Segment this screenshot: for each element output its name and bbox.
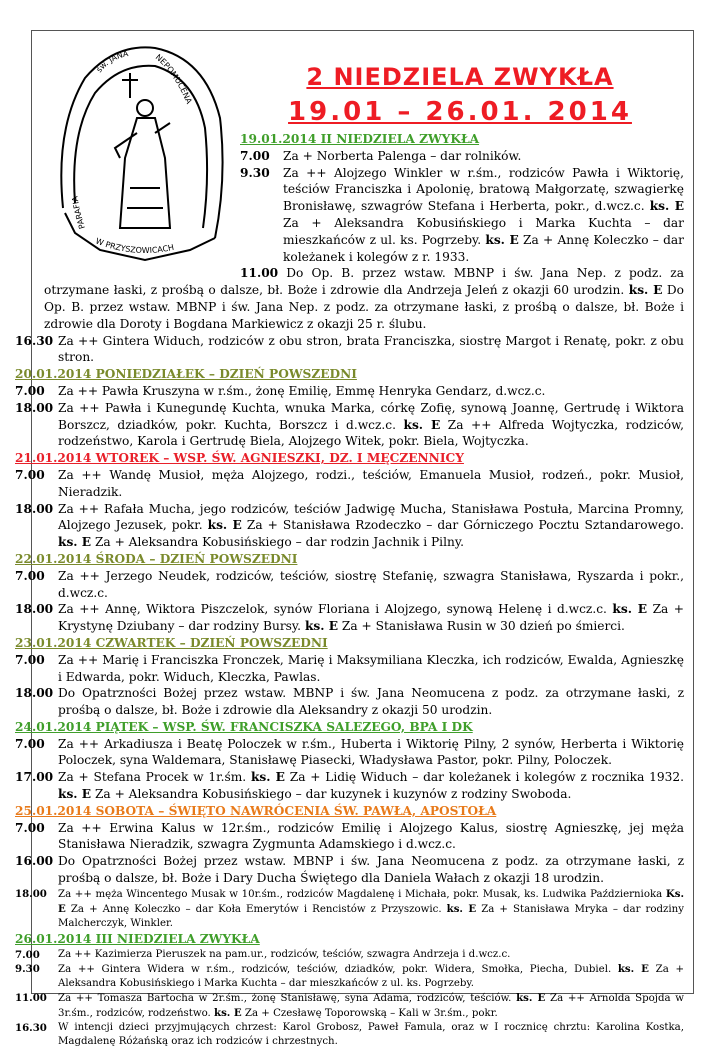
day-header-sunday-26: 26.01.2014 III NIEDZIELA ZWYKŁA (15, 931, 260, 946)
mass-time: 18.00 (15, 887, 47, 900)
page-title: 2 NIEDZIELA ZWYKŁA (306, 63, 614, 91)
mass-intention: Za ++ Pawła i Kunegundę Kuchta, wnuka Marka, córkę Zofię, synową Joannę, Gertrudę i Wiktora Borszcz, dziadków, pokr. Kuchta, Borszcz i d.wcz.c. ks. E Za ++ Alfreda Wojtyczka, rodziców, rodzeństwo, Karola i Gertrudę Biela, Alojzego Witek, pokr. Biela, Wojtyczka. (58, 400, 684, 449)
mass-intention: Za ++ Jerzego Neudek, rodziców, teściów, siostrę Stefanię, szwagra Stanisława, Ryszarda i pokr., d.wcz.c. (58, 568, 684, 600)
mass-intention: Za ++ Gintera Widuch, rodziców z obu stron, brata Franciszka, siostrę Margot i Renatę, pokr. z obu stron. (58, 333, 684, 365)
day-header-wednesday: 22.01.2014 ŚRODA – DZIEŃ POWSZEDNI (15, 551, 298, 566)
logo-text-bottom: W PRZYSZOWICACH (94, 236, 175, 256)
mass-intention: Za ++ Rafała Mucha, jego rodziców, teściów Jadwigę Mucha, Stanisława Postuła, Marcina Promny, Alojzego Jezusek, pokr. ks. E Za + Stanisława Rzodeczko – dar Górniczego Pocztu Sztandarowego. ks. E Za + Aleksandra Kobusińskiego – dar rodzin Jachnik i Pilny. (58, 501, 685, 550)
mass-intention: Za + Stefana Procek w 1r.śm. ks. E Za + Lidię Widuch – dar koleżanek i kolegów z rocznika 1932. ks. E Za + Aleksandra Kobusińskiego – dar kuzynek i kuzynów z rodziny Swoboda. (58, 770, 684, 802)
day-header-thursday: 23.01.2014 CZWARTEK – DZIEŃ POWSZEDNI (15, 635, 328, 650)
day-header-saturday: 25.01.2014 SOBOTA – ŚWIĘTO NAWRÓCENIA ŚW. PAWŁA, APOSTOŁA (15, 803, 497, 818)
logo-text-right: NEPOMUCENA (153, 52, 194, 106)
day-header-friday: 24.01.2014 PIĄTEK – WSP. ŚW. FRANCISZKA SALEZEGO, BPA I DK (15, 719, 473, 734)
mass-time: 16.00 (15, 854, 54, 869)
mass-time: 11.00 (15, 991, 47, 1004)
mass-intention: Za ++ Annę, Wiktora Piszczelok, synów Floriana i Alojzego, synową Helenę i d.wcz.c. ks. E Za + Krystynę Dziubany – dar rodziny Bursy. ks. E Za + Stanisława Rusin w 30 dzień po śmierci. (58, 602, 684, 634)
mass-intention: W intencji dzieci przyjmujących chrzest: Karol Grobosz, Paweł Famula, oraz w I rocznicę chrztu: Karolina Kostka, Magdalenę Różańską oraz ich rodziców i chrzestnych. (58, 1021, 684, 1047)
logo-text-left: PARAFIA (70, 195, 87, 231)
mass-time: 7.00 (15, 820, 45, 835)
mass-time: 18.00 (15, 686, 54, 701)
mass-time: 7.00 (15, 652, 45, 667)
mass-intention: Do Opatrzności Bożej przez wstaw. MBNP i św. Jana Neomucena z podz. za otrzymane łaski, z prośbą o dalsze, bł. Boże i zdrowie dla Aleksandry z okazji 50 urodzin. (58, 686, 684, 718)
mass-intention: Za + Norberta Palenga – dar rolników. (283, 148, 522, 163)
mass-time: 18.00 (15, 400, 54, 415)
day-header-sunday-19: 19.01.2014 II NIEDZIELA ZWYKŁA (240, 132, 480, 146)
mass-time: 7.00 (15, 948, 40, 961)
mass-time: 17.00 (15, 770, 54, 785)
mass-time: 7.00 (15, 467, 45, 482)
mass-intention: Do Opatrzności Bożej przez wstaw. MBNP i św. Jana Neomucena z podz. za otrzymane łaski, z prośbą o dalsze, bł. Boże i Dary Ducha Świętego dla Daniela Wałach z okazji 18 urodzin. (58, 854, 684, 886)
mass-intention: Za ++ Arkadiusza i Beatę Poloczek w r.śm., Huberta i Wiktorię Pilny, 2 synów, Herberta i Wiktorię Poloczek, syna Waldemara, Stanisławę Piasecki, Władysława Pastor, pokr. Pilny, Poloczek. (58, 736, 684, 768)
mass-time: 16.30 (15, 333, 54, 348)
mass-time: 9.30 (240, 165, 270, 180)
mass-intention: Za ++ Gintera Widera w r.śm., rodziców, teściów, dziadków, pokr. Widera, Smołka, Piecha, Dubiel. ks. E Za + Aleksandra Kobusińskiego i Marka Kuchta – dar mieszkańców z ul. ks. Pogrzeby. (58, 962, 684, 989)
day-header-monday: 20.01.2014 PONIEDZIAŁEK – DZIEŃ POWSZEDNI (15, 367, 357, 382)
mass-time: 16.30 (15, 1021, 47, 1034)
date-range-title: 19.01 – 26.01. 2014 (288, 97, 632, 127)
mass-time: 7.00 (15, 383, 45, 398)
mass-time: 18.00 (15, 501, 54, 516)
mass-time: 11.00 (240, 266, 279, 281)
mass-intention: Za ++ Kazimierza Pieruszek na pam.ur., rodziców, teściów, szwagra Andrzeja i d.wcz.c. (58, 948, 511, 960)
mass-time: 7.00 (15, 568, 45, 583)
mass-time: 9.30 (15, 962, 40, 975)
mass-intention: Za ++ Pawła Kruszyna w r.śm., żonę Emilię, Emmę Henryka Gendarz, d.wcz.c. (58, 383, 546, 398)
mass-intention: 11.00 Do Op. B. przez wstaw. MBNP i św. Jana Nep. z podz. za otrzymane łaski, z prośbą o dalsze, bł. Boże i zdrowie dla Andrzeja Jeleń z okazji 60 urodzin. ks. E Do Op. B. przez wstaw. MBNP i św. Jana Nep. z podz. za otrzymane łaski, z prośbą o dalsze, bł. Boże i zdrowie dla Doroty i Bogdana Markiewicz z okazji 25 r. ślubu. (44, 266, 684, 331)
mass-intention: Za ++ Erwina Kalus w 12r.śm., rodziców Emilię i Alojzego Kalus, siostrę Agnieszkę, jej męża Stanisława Nieradzik, szwagra Zygmunta Adamskiego i d.wcz.c. (58, 820, 684, 852)
mass-time: 7.00 (15, 736, 45, 751)
mass-intention: Za ++ Alojzego Winkler w r.śm., rodziców Pawła i Wiktorię, teściów Franciszka i Apolonię, bratową Małgorzatę, szwagierkę Bronisławę, szwagrów Stefana i Herberta, pokr., d.wcz.c. ks. E Za + Aleksandra Kobusińskiego i Marka Kuchta – dar mieszkańców z ul. ks. Pogrzeby. ks. E Za + Annę Koleczko – dar koleżanek i kolegów z r. 1933. (283, 165, 685, 264)
mass-time: 7.00 (240, 148, 270, 163)
mass-intention: Za ++ Wandę Musioł, męża Alojzego, rodzi., teściów, Emanuela Musioł, rodzeń., pokr. Musioł, Nieradzik. (58, 467, 684, 499)
mass-intention: Za ++ Marię i Franciszka Fronczek, Marię i Maksymiliana Kleczka, ich rodziców, Ewalda, Agnieszkę i Edwarda, pokr. Widuch, Kleczka, Pawlas. (58, 652, 684, 684)
mass-intention: Za ++ męża Wincentego Musak w 10r.śm., rodziców Magdalenę i Michała, pokr. Musak, ks. Ludwika Październioka Ks. E Za + Annę Koleczko – dar Koła Emerytów i Rencistów z Przyszowic. ks. E Za + Stanisława Mryka – dar rodziny Malcherczyk, Winkler. (58, 887, 684, 929)
mass-intention: Za ++ Tomasza Bartocha w 2r.śm., żonę Stanisławę, syna Adama, rodziców, teściów. ks. E Za ++ Arnolda Spojda w 3r.śm., rodziców, rodzeństwo. ks. E Za + Czesławę Toporowską – Kali w 3r.śm., pokr. (58, 991, 684, 1019)
logo-text-top: św. JANA (94, 49, 130, 75)
mass-schedule (15, 131, 685, 1049)
day-header-tuesday: 21.01.2014 WTOREK – WSP. ŚW. AGNIESZKI, DZ. I MĘCZENNICY (15, 451, 464, 466)
mass-time: 18.00 (15, 602, 54, 617)
